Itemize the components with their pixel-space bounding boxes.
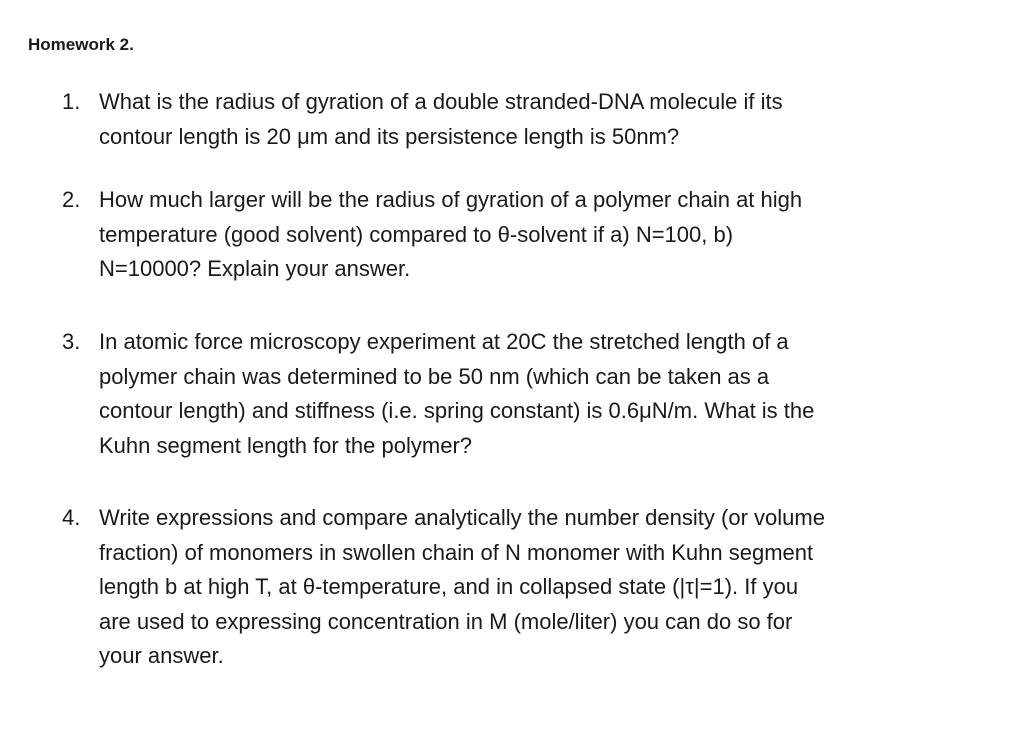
question-line: In atomic force microscopy experiment at 20C the stretched length of a <box>99 329 789 354</box>
question-2 <box>62 183 982 287</box>
question-line: Kuhn segment length for the polymer? <box>99 432 473 458</box>
question-1 <box>62 85 982 154</box>
question-number: 1. <box>62 89 81 114</box>
question-line: How much larger will be the radius of gyration of a polymer chain at high <box>99 187 803 212</box>
question-line: contour length is 20 μm and its persistence length is 50nm? <box>99 123 680 149</box>
question-line: length b at high T, at θ-temperature, and in collapsed state (|τ|=1). If you <box>99 574 799 599</box>
question-line: contour length) and stiffness (i.e. spring constant) is 0.6μN/m. What is the <box>99 398 815 423</box>
question-4 <box>62 501 982 674</box>
question-line: fraction) of monomers in swollen chain of N monomer with Kuhn segment <box>99 539 814 565</box>
question-3 <box>62 325 982 463</box>
question-line: are used to expressing concentration in M (mole/liter) you can do so for <box>99 608 793 634</box>
question-text <box>99 501 982 674</box>
question-number: 4. <box>62 505 81 530</box>
question-line: N=10000? Explain your answer. <box>99 256 411 281</box>
question-line: your answer. <box>99 643 224 668</box>
question-line: What is the radius of gyration of a double stranded-DNA molecule if its <box>99 89 783 114</box>
page-title: Homework 2. <box>28 35 134 54</box>
question-number: 3. <box>62 329 81 354</box>
question-text <box>99 85 982 154</box>
question-line: Write expressions and compare analytically the number density (or volume <box>99 505 825 530</box>
question-text <box>99 325 982 463</box>
question-line: temperature (good solvent) compared to θ-solvent if a) N=100, b) <box>99 221 734 247</box>
question-number: 2. <box>62 187 81 212</box>
question-line: polymer chain was determined to be 50 nm (which can be taken as a <box>99 363 770 389</box>
question-text <box>99 183 982 287</box>
